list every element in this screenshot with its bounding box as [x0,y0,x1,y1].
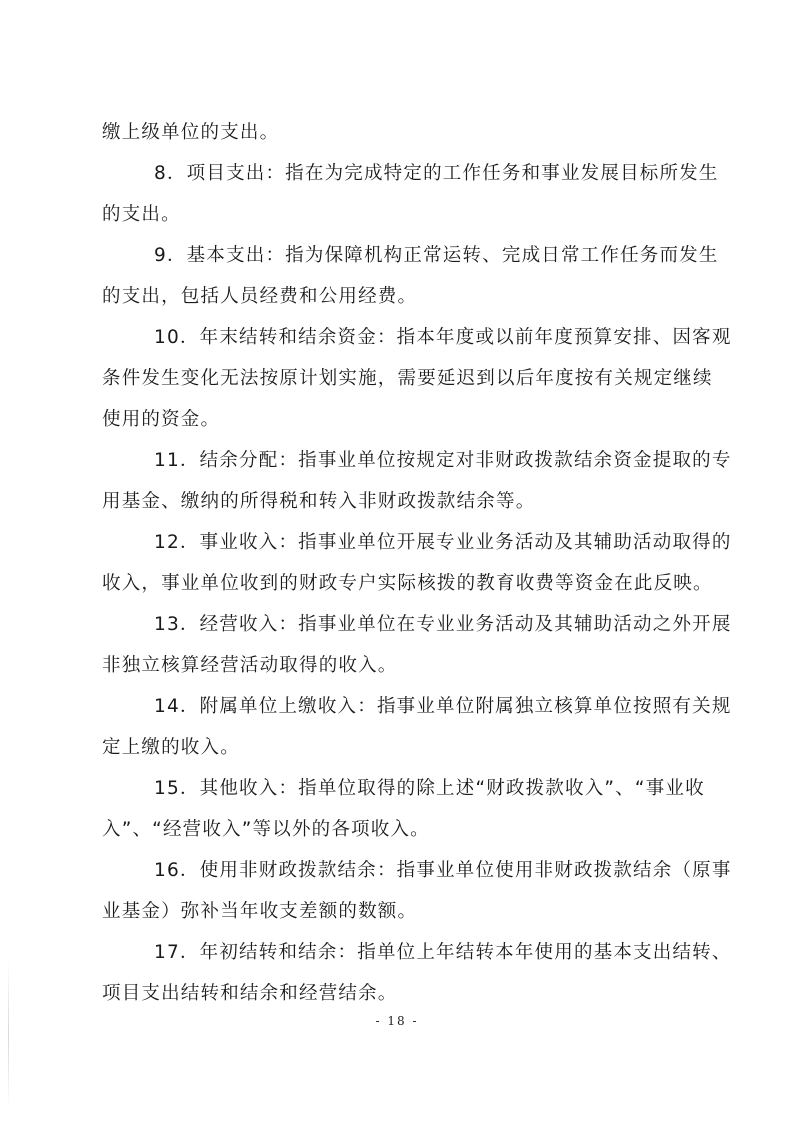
text-line: 11．结余分配：指事业单位按规定对非财政拨款结余资金提取的专 [154,450,732,471]
text-line: 收入，事业单位收到的财政专户实际核拨的教育收费等资金在此反映。 [102,573,713,594]
text-line: 缴上级单位的支出。 [102,122,280,143]
text-line: 9．基本支出：指为保障机构正常运转、完成日常工作任务而发生 [154,245,719,266]
body-text [102,112,740,1014]
text-line: 定上缴的收入。 [102,737,240,758]
text-line: 10．年末结转和结余资金：指本年度或以前年度预算安排、因客观 [154,327,732,348]
text-line: 17．年初结转和结余：指单位上年结转本年使用的基本支出结转、 [154,942,732,963]
text-line: 项目支出结转和结余和经营结余。 [102,983,398,1004]
text-line: 的支出。 [102,204,181,225]
text-line: 的支出，包括人员经费和公用经费。 [102,286,418,307]
text-line: 入”、“经营收入”等以外的各项收入。 [102,819,430,840]
text-line: 使用的资金。 [102,409,221,430]
text-line: 12．事业收入：指事业单位开展专业业务活动及其辅助活动取得的 [154,532,732,553]
text-line: 8．项目支出：指在为完成特定的工作任务和事业发展目标所发生 [154,163,719,184]
text-line: 16．使用非财政拨款结余：指事业单位使用非财政拨款结余（原事 [154,860,732,881]
page-number: - 18 - [375,1014,419,1028]
text-line: 条件发生变化无法按原计划实施，需要延迟到以后年度按有关规定继续 [102,368,713,389]
text-line: 业基金）弥补当年收支差额的数额。 [102,901,418,922]
text-line: 15．其他收入：指单位取得的除上述“财政拨款收入”、“事业收 [154,778,705,799]
text-line: 非独立核算经营活动取得的收入。 [102,655,398,676]
scan-edge-mark [8,960,9,1110]
text-line: 用基金、缴纳的所得税和转入非财政拨款结余等。 [102,491,536,512]
text-line: 14．附属单位上缴收入：指事业单位附属独立核算单位按照有关规 [154,696,732,717]
text-line: 13．经营收入：指事业单位在专业业务活动及其辅助活动之外开展 [154,614,732,635]
